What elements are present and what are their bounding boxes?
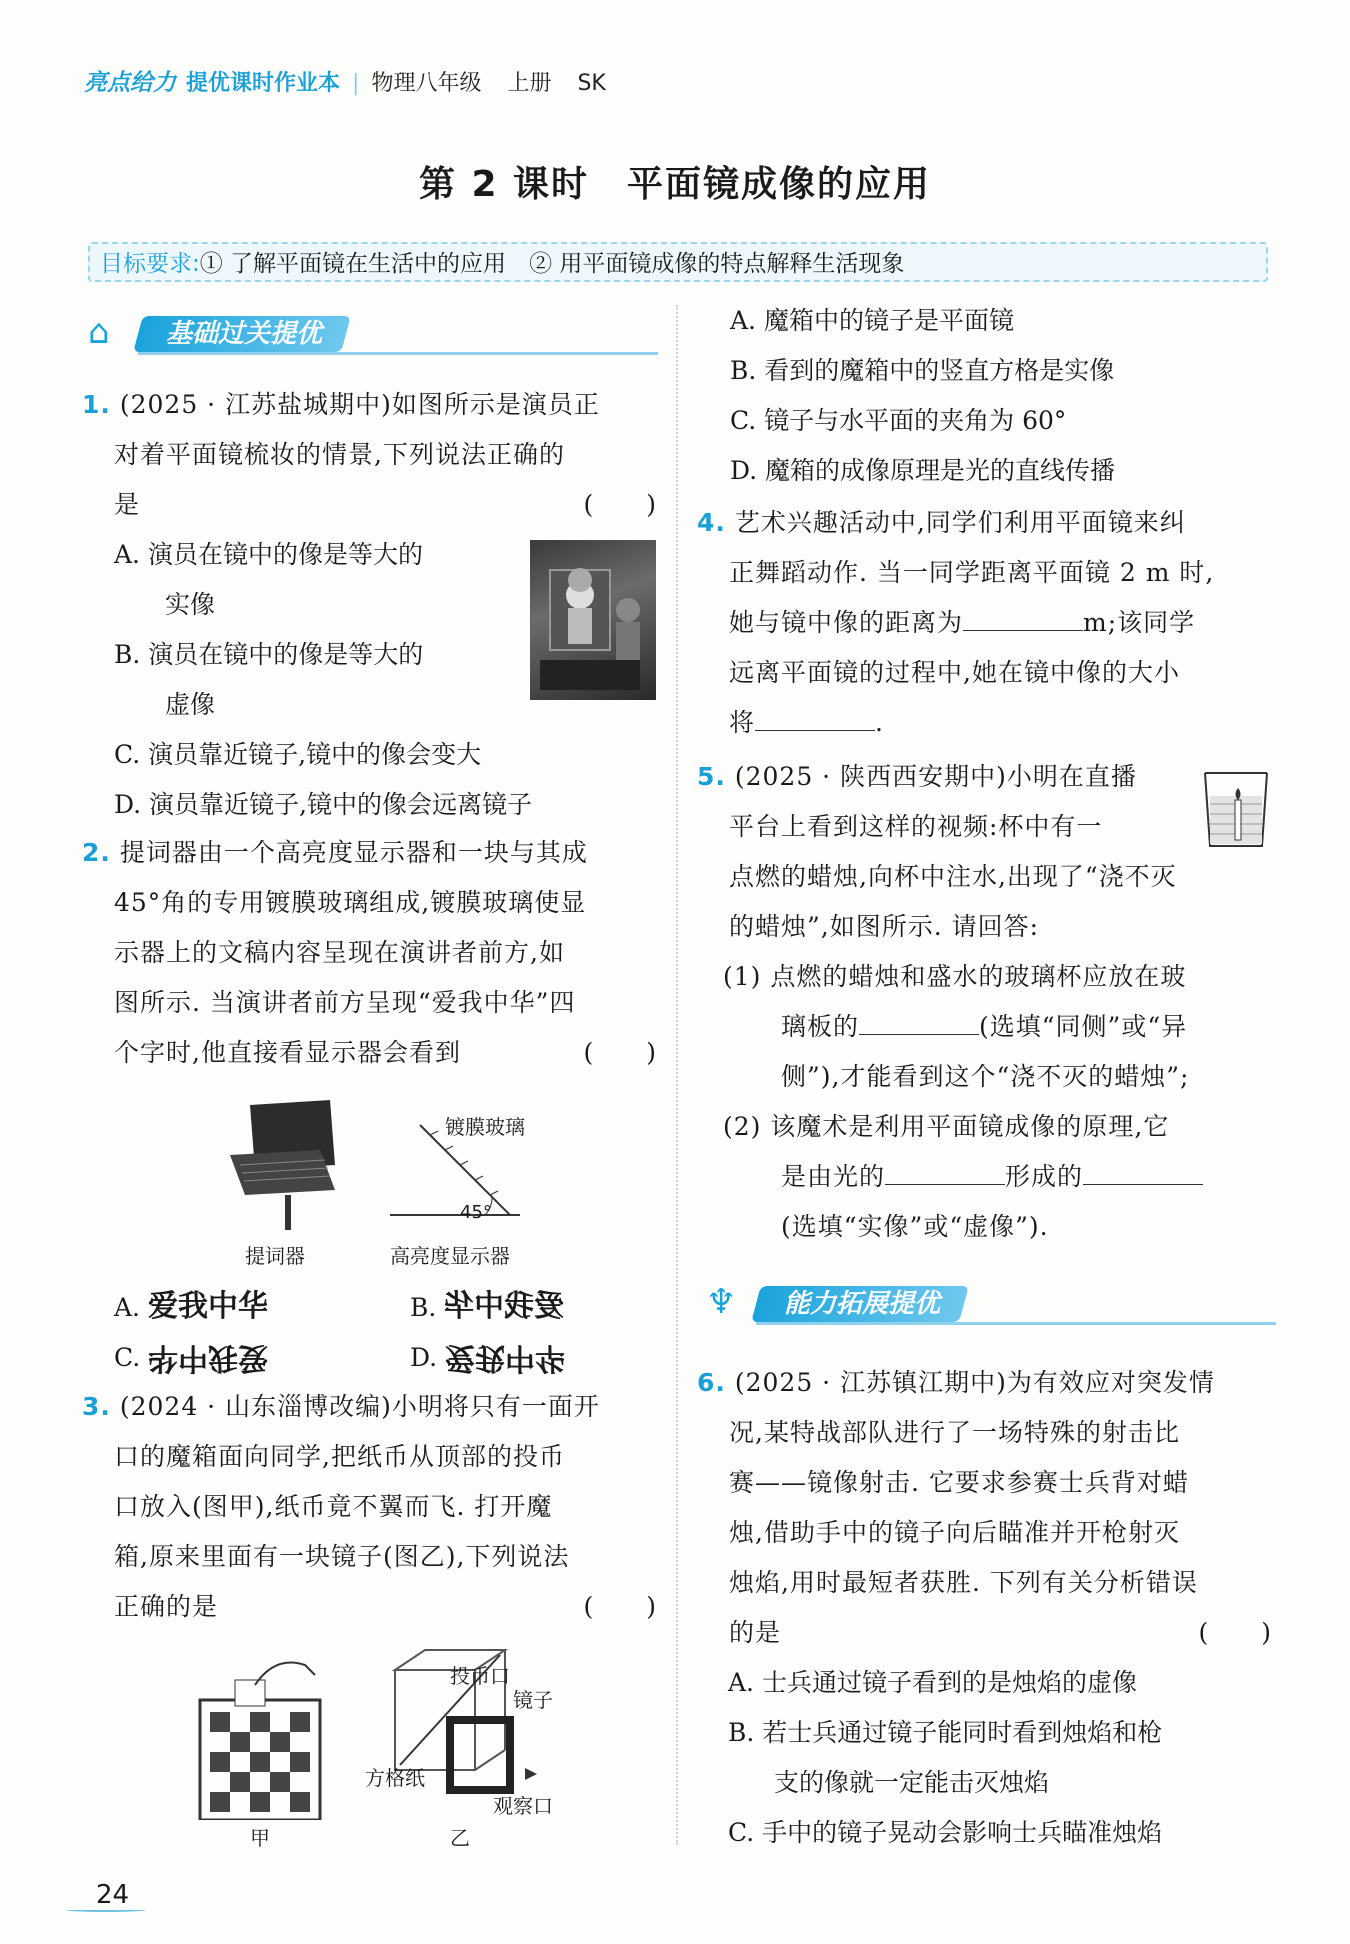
question-number: 2. — [82, 838, 111, 867]
question-text: 45°角的专用镀膜玻璃组成,镀膜玻璃使显 — [114, 888, 587, 917]
label-prompter: 提词器 — [245, 1244, 305, 1268]
series-name: 提优课时作业本 — [186, 71, 341, 96]
answer-blank[interactable] — [963, 604, 1083, 631]
question-text: 侧”),才能看到这个“浇不灭的蜡烛”; — [781, 1062, 1190, 1091]
question-text: (2025 · 江苏镇江期中)为有效应对突发情 — [734, 1368, 1215, 1397]
section-advanced-label: 能力拓展提优 — [784, 1289, 941, 1319]
answer-paren: ( ) — [583, 1038, 657, 1067]
trophy-icon: ♆ — [706, 1282, 737, 1322]
label-grid-paper: 方格纸 — [365, 1766, 425, 1790]
caption-figure-b: 乙 — [450, 1826, 470, 1850]
option-text: 爱我中华 — [147, 1289, 268, 1324]
question-number: 3. — [82, 1392, 111, 1421]
edition: SK — [577, 71, 606, 96]
option-text: 虚像 — [165, 690, 216, 719]
lesson-title: 第 2 课时 平面镜成像的应用 — [418, 164, 932, 205]
option-label: B. — [410, 1293, 437, 1322]
question-2 — [82, 828, 657, 1078]
option-text: 支的像就一定能击灭烛焰 — [774, 1768, 1050, 1797]
question-1 — [82, 380, 657, 530]
answer-blank[interactable] — [755, 704, 875, 731]
option-d: D. 魔箱的成像原理是光的直线传播 — [730, 456, 1116, 485]
volume: 上册 — [507, 71, 552, 96]
question-text: 个字时,他直接看显示器会看到 — [114, 1038, 461, 1067]
label-viewing-window: 观察口 — [493, 1794, 553, 1818]
question-number: 5. — [697, 762, 726, 791]
question-text: (2024 · 山东淄博改编)小明将只有一面开 — [119, 1392, 600, 1421]
learning-goals — [88, 242, 1268, 282]
question-text: 对着平面镜梳妆的情景,下列说法正确的 — [114, 440, 565, 469]
teleprompter-figure — [220, 1095, 570, 1270]
question-text: (2025 · 江苏盐城期中)如图所示是演员正 — [119, 390, 600, 419]
question-text: 是 — [114, 490, 141, 519]
answer-paren: ( ) — [1198, 1618, 1272, 1647]
caption-figure-a: 甲 — [250, 1826, 270, 1850]
column-divider — [676, 305, 678, 1845]
question-text: 的蜡烛”,如图所示. 请回答: — [729, 912, 1040, 941]
question-text: 正确的是 — [114, 1592, 219, 1621]
option-d: D. 演员靠近镜子,镜中的像会远离镜子 — [114, 790, 532, 819]
label-angle: 45° — [460, 1202, 492, 1223]
option-label: A. — [114, 1293, 141, 1322]
question-text: 烛,借助手中的镜子向后瞄准并开枪射灭 — [729, 1518, 1180, 1547]
sub-question-2: (2) 该魔术是利用平面镜成像的原理,它 — [723, 1112, 1170, 1141]
photo-illustration — [530, 540, 656, 700]
question-text: (选填“同侧”或“异 — [979, 1012, 1188, 1041]
answer-paren: ( ) — [583, 1592, 657, 1621]
option-b: B. 若士兵通过镜子能同时看到烛焰和枪 — [728, 1718, 1163, 1747]
option-b: B. 看到的魔箱中的竖直方格是实像 — [730, 356, 1115, 385]
goal-1: ① 了解平面镜在生活中的应用 — [199, 251, 507, 277]
question-text: 正舞蹈动作. 当一同学距离平面镜 2 m 时, — [729, 558, 1215, 587]
section-basic-header — [88, 312, 658, 354]
question-text: 赛——镜像射击. 它要求参赛士兵背对蜡 — [729, 1468, 1189, 1497]
section-rule — [138, 352, 658, 355]
option-a: A. 士兵通过镜子看到的是烛焰的虚像 — [728, 1668, 1137, 1697]
question-text: 是由光的 — [781, 1162, 886, 1191]
option-text: 实像 — [165, 590, 216, 619]
question-text: 烛焰,用时最短者获胜. 下列有关分析错误 — [729, 1568, 1198, 1597]
candle-cup-figure — [1200, 768, 1270, 850]
page-number: 24 — [96, 1880, 130, 1910]
option-label: D. — [410, 1343, 438, 1372]
question-text: 将 — [729, 708, 756, 737]
question-text: 平台上看到这样的视频:杯中有一 — [729, 812, 1103, 841]
option-c: C. 镜子与水平面的夹角为 60° — [730, 406, 1067, 435]
question-text: 提词器由一个高亮度显示器和一块与其成 — [119, 838, 588, 867]
question-5 — [697, 752, 1272, 1252]
question-text: m;该同学 — [1083, 608, 1196, 637]
page-number-swoosh — [66, 1908, 146, 1912]
option-c: C. 手中的镜子晃动会影响士兵瞄准烛焰 — [728, 1818, 1163, 1847]
question-text: (选填“实像”或“虚像”). — [781, 1212, 1049, 1241]
label-coated-glass: 镀膜玻璃 — [445, 1115, 525, 1139]
question-number: 6. — [697, 1368, 726, 1397]
section-advanced-title — [751, 1286, 969, 1322]
answer-paren: ( ) — [583, 490, 657, 519]
option-text-mirrored: 爱我中华 — [444, 1289, 565, 1324]
question-text: 口放入(图甲),纸币竟不翼而飞. 打开魔 — [114, 1492, 553, 1521]
section-advanced-header — [706, 1282, 1276, 1324]
option-a — [114, 1282, 268, 1333]
brand-logo: 亮点给力 — [84, 70, 176, 96]
label-coin-slot: 投币口 — [450, 1664, 510, 1688]
q3-options — [730, 296, 1115, 496]
section-rule — [756, 1322, 1276, 1325]
header-separator: | — [352, 71, 360, 96]
goals-label: 目标要求: — [100, 251, 200, 277]
question-text: 的是 — [729, 1618, 782, 1647]
question-text: 点燃的蜡烛,向杯中注水,出现了“浇不灭 — [729, 862, 1177, 891]
question-text: 图所示. 当演讲者前方呈现“爱我中华”四 — [114, 988, 576, 1017]
option-d — [410, 1332, 565, 1383]
question-text: (2025 · 陕西西安期中)小明在直播 — [734, 762, 1137, 791]
question-4 — [697, 498, 1272, 748]
option-text-flipped: 爱我中华 — [445, 1340, 566, 1375]
running-header — [84, 64, 606, 97]
candle-cup-diagram — [1200, 768, 1270, 850]
question-text: 形成的 — [1005, 1162, 1084, 1191]
option-text: A. 演员在镜中的像是等大的 — [114, 540, 423, 569]
question-text: 箱,原来里面有一块镜子(图乙),下列说法 — [114, 1542, 570, 1571]
question-text: 璃板的 — [781, 1012, 860, 1041]
label-display: 高亮度显示器 — [390, 1244, 510, 1268]
q6-options — [728, 1658, 1162, 1858]
subject-grade: 物理八年级 — [371, 71, 482, 96]
answer-blank[interactable] — [859, 1008, 979, 1035]
question-text: 口的魔箱面向同学,把纸币从顶部的投币 — [114, 1442, 565, 1471]
question-number: 4. — [697, 508, 726, 537]
option-b: B. 演员在镜中的像是等大的 — [114, 640, 424, 669]
option-label: C. — [114, 1343, 141, 1372]
actress-mirror-photo — [530, 540, 656, 700]
question-text: 示器上的文稿内容呈现在演讲者前方,如 — [114, 938, 565, 967]
option-a — [114, 530, 532, 830]
option-text-rotated: 爱我中华 — [148, 1340, 269, 1375]
option-c: C. 演员靠近镜子,镜中的像会变大 — [114, 740, 482, 769]
question-text: . — [875, 708, 884, 737]
answer-blank[interactable] — [885, 1158, 1005, 1185]
section-basic-title — [133, 316, 351, 352]
section-basic-label: 基础过关提优 — [166, 319, 323, 349]
question-text: 她与镜中像的距离为 — [729, 608, 964, 637]
goal-2: ② 用平面镜成像的特点解释生活现象 — [529, 251, 905, 277]
label-mirror: 镜子 — [513, 1688, 553, 1712]
question-text: 远离平面镜的过程中,她在镜中像的大小 — [729, 658, 1180, 687]
option-a: A. 魔箱中的镜子是平面镜 — [730, 306, 1014, 335]
question-text: 艺术兴趣活动中,同学们利用平面镜来纠 — [734, 508, 1186, 537]
option-b — [410, 1282, 564, 1333]
option-c — [114, 1332, 268, 1383]
answer-blank[interactable] — [1083, 1158, 1203, 1185]
sub-question-1: (1) 点燃的蜡烛和盛水的玻璃杯应放在玻 — [723, 962, 1187, 991]
question-6 — [697, 1358, 1272, 1658]
magic-box-figure — [195, 1640, 595, 1855]
question-text: 况,某特战部队进行了一场特殊的射击比 — [729, 1418, 1180, 1447]
question-3 — [82, 1382, 657, 1632]
question-number: 1. — [82, 390, 111, 419]
house-icon: ⌂ — [88, 312, 110, 352]
